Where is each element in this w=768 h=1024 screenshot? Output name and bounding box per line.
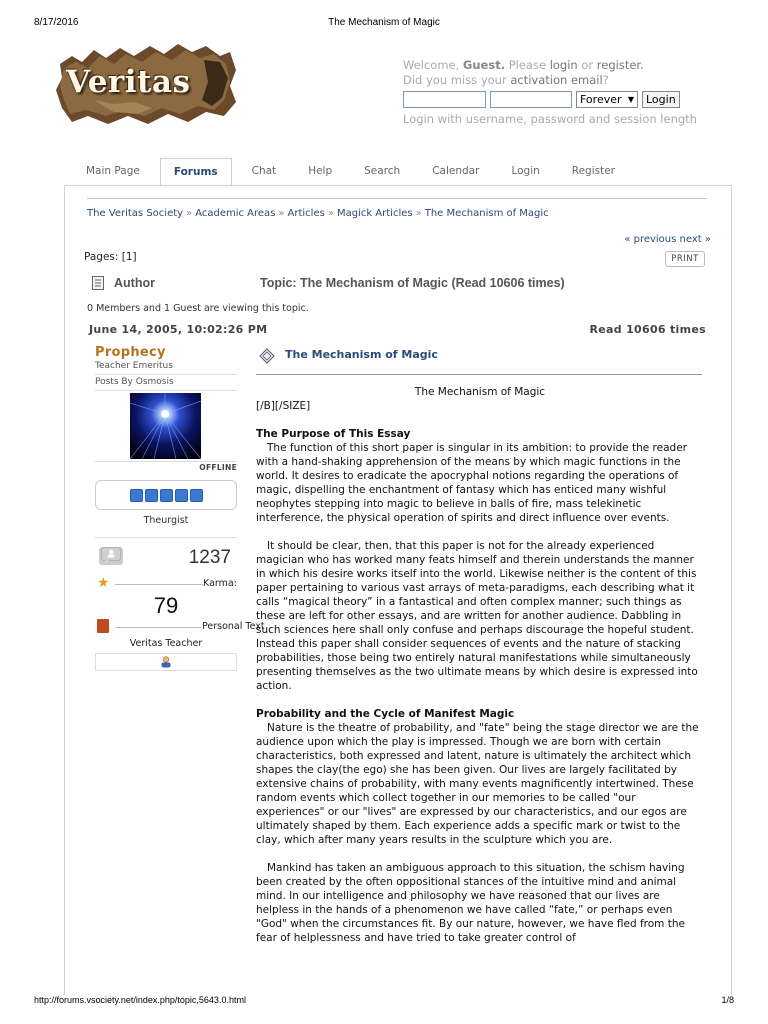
star-pip-icon (160, 489, 173, 502)
karma-label: Karma: (203, 578, 237, 589)
password-input[interactable] (490, 91, 572, 108)
login-button[interactable]: Login (642, 91, 680, 108)
activation-line (403, 73, 697, 88)
print-url: http://forums.vsociety.net/index.php/topic,5643.0.html (34, 995, 246, 1005)
breadcrumb-item[interactable]: Academic Areas (195, 208, 276, 219)
personal-text-row (95, 619, 265, 635)
personal-text: Veritas Teacher (129, 638, 203, 649)
login-link[interactable]: login (549, 58, 578, 72)
tab-login[interactable]: Login (511, 165, 540, 177)
tab-forums[interactable]: Forums (160, 158, 232, 186)
book-icon (97, 619, 109, 633)
avatar-image (130, 393, 201, 459)
welcome-line (403, 58, 697, 73)
divider (95, 461, 237, 462)
topic-header (92, 275, 712, 293)
print-page-number: 1/8 (721, 995, 734, 1005)
post-paragraph: Mankind has taken an ambiguous approach to this situation, the schism having been created by the often oppositional stances of the intuitive mind and animal mind. In our intelligence and philosophy we have reasoned that our lives are helpless in the hands of a phenomenon we have called “fate,” or perhaps even "God" when the circumstances fit. By our nature, however, we have fled from the fear of helplessness and have tried to take greater control of (256, 862, 685, 944)
breadcrumb-item[interactable]: Articles (287, 208, 325, 219)
spacer (256, 525, 704, 539)
breadcrumb-item[interactable]: Magick Articles (336, 208, 413, 219)
divider (87, 198, 707, 199)
avatar (130, 393, 201, 459)
post-read-count: Read 10606 times (589, 323, 706, 336)
print-header (0, 17, 768, 31)
divider (115, 584, 203, 585)
spacer (256, 847, 704, 861)
print-title: The Mechanism of Magic (328, 17, 440, 28)
register-link[interactable]: register. (596, 58, 644, 72)
viewing-count: 0 Members and 1 Guest are viewing this topic. (87, 303, 309, 314)
divider (256, 374, 702, 375)
missed-suffix: ? (602, 73, 609, 87)
breadcrumb-separator: » (186, 208, 193, 219)
login-hint: Login with username, password and session length (403, 112, 697, 126)
author-column-label: Author (114, 276, 155, 290)
post-subject-text: The Mechanism of Magic (285, 348, 438, 361)
site-logo[interactable] (54, 42, 238, 126)
post-body (256, 385, 704, 945)
print-footer (0, 995, 768, 1009)
print-button[interactable]: PRINT (665, 251, 705, 267)
tab-help[interactable]: Help (308, 165, 333, 177)
post-center-title: The Mechanism of Magic (414, 386, 546, 398)
section-heading: The Purpose of This Essay (256, 428, 411, 440)
document-icon (92, 276, 104, 290)
tab-register[interactable]: Register (571, 165, 615, 177)
profile-icon (160, 656, 172, 668)
missed-text: Did you miss your (403, 73, 507, 87)
post-icon (259, 348, 275, 364)
section-heading: Probability and the Cycle of Manifest Magic (256, 708, 515, 720)
personal-text-label: Personal Text (202, 621, 265, 632)
rank-stars (95, 480, 237, 510)
breadcrumb-separator: » (327, 208, 334, 219)
poster-title: Teacher Emeritus (95, 361, 237, 375)
post-count-row (95, 547, 237, 571)
breadcrumb-separator: » (278, 208, 285, 219)
activation-email-link[interactable]: activation email (510, 73, 603, 87)
poster-info (95, 345, 265, 649)
logo-text: Veritas (66, 64, 191, 100)
session-length-select[interactable] (576, 91, 638, 108)
breadcrumb-item[interactable]: The Mechanism of Magic (424, 208, 549, 219)
poster-name[interactable]: Prophecy (95, 345, 166, 360)
print-date: 8/17/2016 (34, 17, 79, 28)
karma-value: 79 (153, 593, 179, 618)
tab-search[interactable]: Search (364, 165, 401, 177)
topic-title: Topic: The Mechanism of Magic (Read 10606 times) (260, 276, 565, 290)
star-pip-icon (190, 489, 203, 502)
dropdown-arrow-icon: ▼ (627, 94, 634, 104)
tab-main-page[interactable]: Main Page (86, 165, 140, 177)
username-input[interactable] (403, 91, 486, 108)
star-icon: ★ (97, 575, 110, 591)
post-paragraph: The function of this short paper is singular in its ambition: to provide the reader with a hand-shaking apprehension of the means by which magic functions in the world. It desires to eradicate the apocryphal notions regarding the operations of magic, dispelling the enchantment of fantasy which has enticed many wishful neophytes stepping into magic to believe in balls of fire, mass telekinetic interference, the physical operation of spirits and direct influence over events. (256, 442, 687, 524)
divider (95, 537, 237, 538)
main-nav-tabs (74, 158, 635, 186)
breadcrumb (87, 208, 549, 219)
status-badge: OFFLINE (199, 463, 237, 472)
poster-posts-by: Posts By Osmosis (95, 377, 237, 391)
pagination[interactable]: Pages: [1] (84, 251, 137, 263)
post-tag-line: [/B][/SIZE] (256, 400, 311, 412)
welcome-text: Welcome, (403, 58, 460, 72)
post-paragraph: It should be clear, then, that this paper is not for the already experienced magician who has worked many feats himself and therein understands the manner in which his desire works itself into the world. Likewise neither is the content of this paper pertaining to various vast arrays of meta-paradigms, each describing what it calls “magical theory” in a fantastical and often complex manner; such things as these are left for other essays, and are written for another audience. Dabbling in such sciences here shall only confuse and perhaps discourage the hopeful student. Instead this paper shall consider sequences of events and the nature of stacking probabilities, those being two entirely natural manifestations while simultaneously presenting themselves as the two ultimate means by which desire is expressed into action. (256, 540, 698, 692)
please-text: Please (508, 58, 547, 72)
guest-label: Guest. (462, 58, 506, 72)
tab-chat[interactable]: Chat (251, 165, 277, 177)
session-length-value: Forever (580, 92, 622, 106)
star-pip-icon (130, 489, 143, 502)
profile-button[interactable] (95, 653, 237, 671)
breadcrumb-item[interactable]: The Veritas Society (87, 208, 184, 219)
member-group: Theurgist (143, 515, 189, 526)
or-text: or (581, 58, 594, 72)
star-pip-icon (175, 489, 188, 502)
next-topic-link[interactable]: next » (679, 234, 711, 245)
karma-row (95, 576, 245, 592)
spacer (256, 693, 704, 707)
divider (115, 627, 201, 628)
post-date: June 14, 2005, 10:02:26 PM (89, 323, 268, 336)
post-paragraph: Nature is the theatre of probability, and "fate" being the stage director we are the audience upon which the play is impressed. Though we are born with certain characteristics, both expressed and latent, nature is ultimately the architect which shapes the clay(the ego) she has been given. Our lives are largely facilitated by extensive chains of probability, with many events magnificently intertwined. These random events which collect together in our memories to be called "our experiences" or our "lives" are expressed by our characteristics, and our egos are ultimately shaped by them. Each experience adds a specific mark or twist to the clay, which after many years results in the sculpture which you are. (256, 722, 699, 846)
previous-topic-link[interactable]: « previous (624, 234, 677, 245)
star-pip-icon (145, 489, 158, 502)
login-panel (403, 58, 697, 126)
topic-navigation (624, 234, 711, 245)
tab-calendar[interactable]: Calendar (432, 165, 480, 177)
speech-bubble-icon (99, 547, 123, 565)
login-form (403, 89, 697, 109)
post-count: 1237 (188, 547, 231, 568)
spacer (256, 413, 704, 427)
breadcrumb-separator: » (415, 208, 422, 219)
